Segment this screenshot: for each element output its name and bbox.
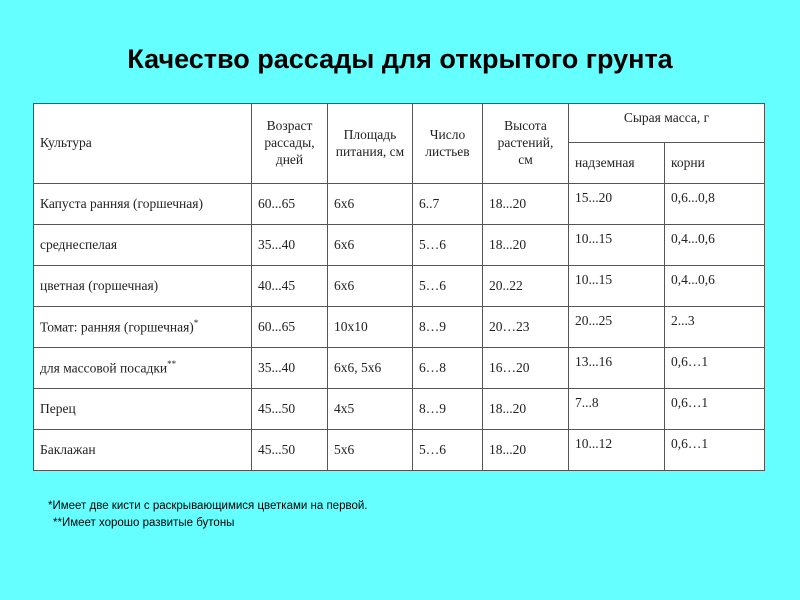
cell-mass-roots: 0,4...0,6: [665, 266, 765, 307]
cell-mass-roots: 2...3: [665, 307, 765, 348]
cell-mass-above: 20...25: [569, 307, 665, 348]
cell-leaves: 6…8: [413, 348, 483, 389]
cell-mass-above: 10...15: [569, 225, 665, 266]
header-mass-roots: корни: [665, 143, 765, 184]
table-row: [34, 307, 765, 348]
cell-leaves: 6..7: [413, 184, 483, 225]
cell-leaves: 8…9: [413, 307, 483, 348]
culture-name: Перец: [40, 401, 76, 416]
footnote-mark: *: [193, 318, 199, 329]
cell-mass-roots: 0,6…1: [665, 348, 765, 389]
header-mass-above: надземная: [569, 143, 665, 184]
cell-mass-above: 15...20: [569, 184, 665, 225]
cell-mass-above: 7...8: [569, 389, 665, 430]
culture-name: для массовой посадки: [40, 360, 168, 376]
cell-area: 6х6: [328, 266, 413, 307]
table-row: [34, 266, 765, 307]
cell-age: 35...40: [252, 225, 328, 266]
cell-age: 35...40: [252, 348, 328, 389]
table-row: [34, 348, 765, 389]
table-row: [34, 430, 765, 471]
cell-area: 6х6: [328, 184, 413, 225]
cell-area: 10х10: [328, 307, 413, 348]
cell-height: 18...20: [483, 389, 569, 430]
culture-name: цветная (горшечная): [40, 278, 159, 293]
cell-culture: [34, 184, 252, 225]
header-culture: Культура: [34, 104, 252, 184]
cell-mass-roots: 0,6...0,8: [665, 184, 765, 225]
cell-mass-roots: 0,6…1: [665, 430, 765, 471]
cell-age: 45...50: [252, 430, 328, 471]
cell-age: 60...65: [252, 307, 328, 348]
culture-name: Баклажан: [40, 442, 96, 457]
cell-culture: [34, 389, 252, 430]
header-area: Площадь питания, см: [328, 104, 413, 184]
cell-height: 18...20: [483, 225, 569, 266]
cell-culture: [34, 348, 252, 389]
cell-culture: [34, 266, 252, 307]
table-row: [34, 225, 765, 266]
table-row: [34, 389, 765, 430]
cell-mass-roots: 0,4...0,6: [665, 225, 765, 266]
header-age: Возраст рассады, дней: [252, 104, 328, 184]
culture-name: среднеспелая: [40, 237, 118, 252]
cell-culture: [34, 225, 252, 266]
header-leaves: Число листьев: [413, 104, 483, 184]
cell-culture: [34, 430, 252, 471]
cell-mass-above: 13...16: [569, 348, 665, 389]
cell-leaves: 5…6: [413, 266, 483, 307]
header-height: Высота растений, см: [483, 104, 569, 184]
footnote-1: *Имеет две кисти с раскрывающимися цветками на первой.: [48, 500, 368, 512]
footnote-mark: **: [167, 359, 177, 370]
culture-name: Томат: ранняя (горшечная): [40, 319, 194, 335]
cell-mass-above: 10...15: [569, 266, 665, 307]
cell-culture: [34, 307, 252, 348]
cell-leaves: 5…6: [413, 430, 483, 471]
cell-height: 18...20: [483, 430, 569, 471]
cell-height: 20…23: [483, 307, 569, 348]
table-row: [34, 184, 765, 225]
seedling-quality-table: [33, 103, 765, 471]
cell-mass-roots: 0,6…1: [665, 389, 765, 430]
cell-leaves: 5…6: [413, 225, 483, 266]
cell-age: 40...45: [252, 266, 328, 307]
cell-height: 18...20: [483, 184, 569, 225]
culture-name: Капуста ранняя (горшечная): [40, 196, 203, 211]
footnote-2: **Имеет хорошо развитые бутоны: [53, 517, 235, 529]
header-mass: Сырая масса, г: [569, 104, 765, 143]
cell-height: 16…20: [483, 348, 569, 389]
cell-age: 60...65: [252, 184, 328, 225]
cell-height: 20..22: [483, 266, 569, 307]
cell-area: 5х6: [328, 430, 413, 471]
page-title: Качество рассады для открытого грунта: [127, 44, 673, 74]
cell-age: 45...50: [252, 389, 328, 430]
cell-area: 6х6: [328, 225, 413, 266]
cell-area: 6х6, 5х6: [328, 348, 413, 389]
cell-area: 4х5: [328, 389, 413, 430]
cell-mass-above: 10...12: [569, 430, 665, 471]
footnotes: [48, 498, 367, 532]
cell-leaves: 8…9: [413, 389, 483, 430]
